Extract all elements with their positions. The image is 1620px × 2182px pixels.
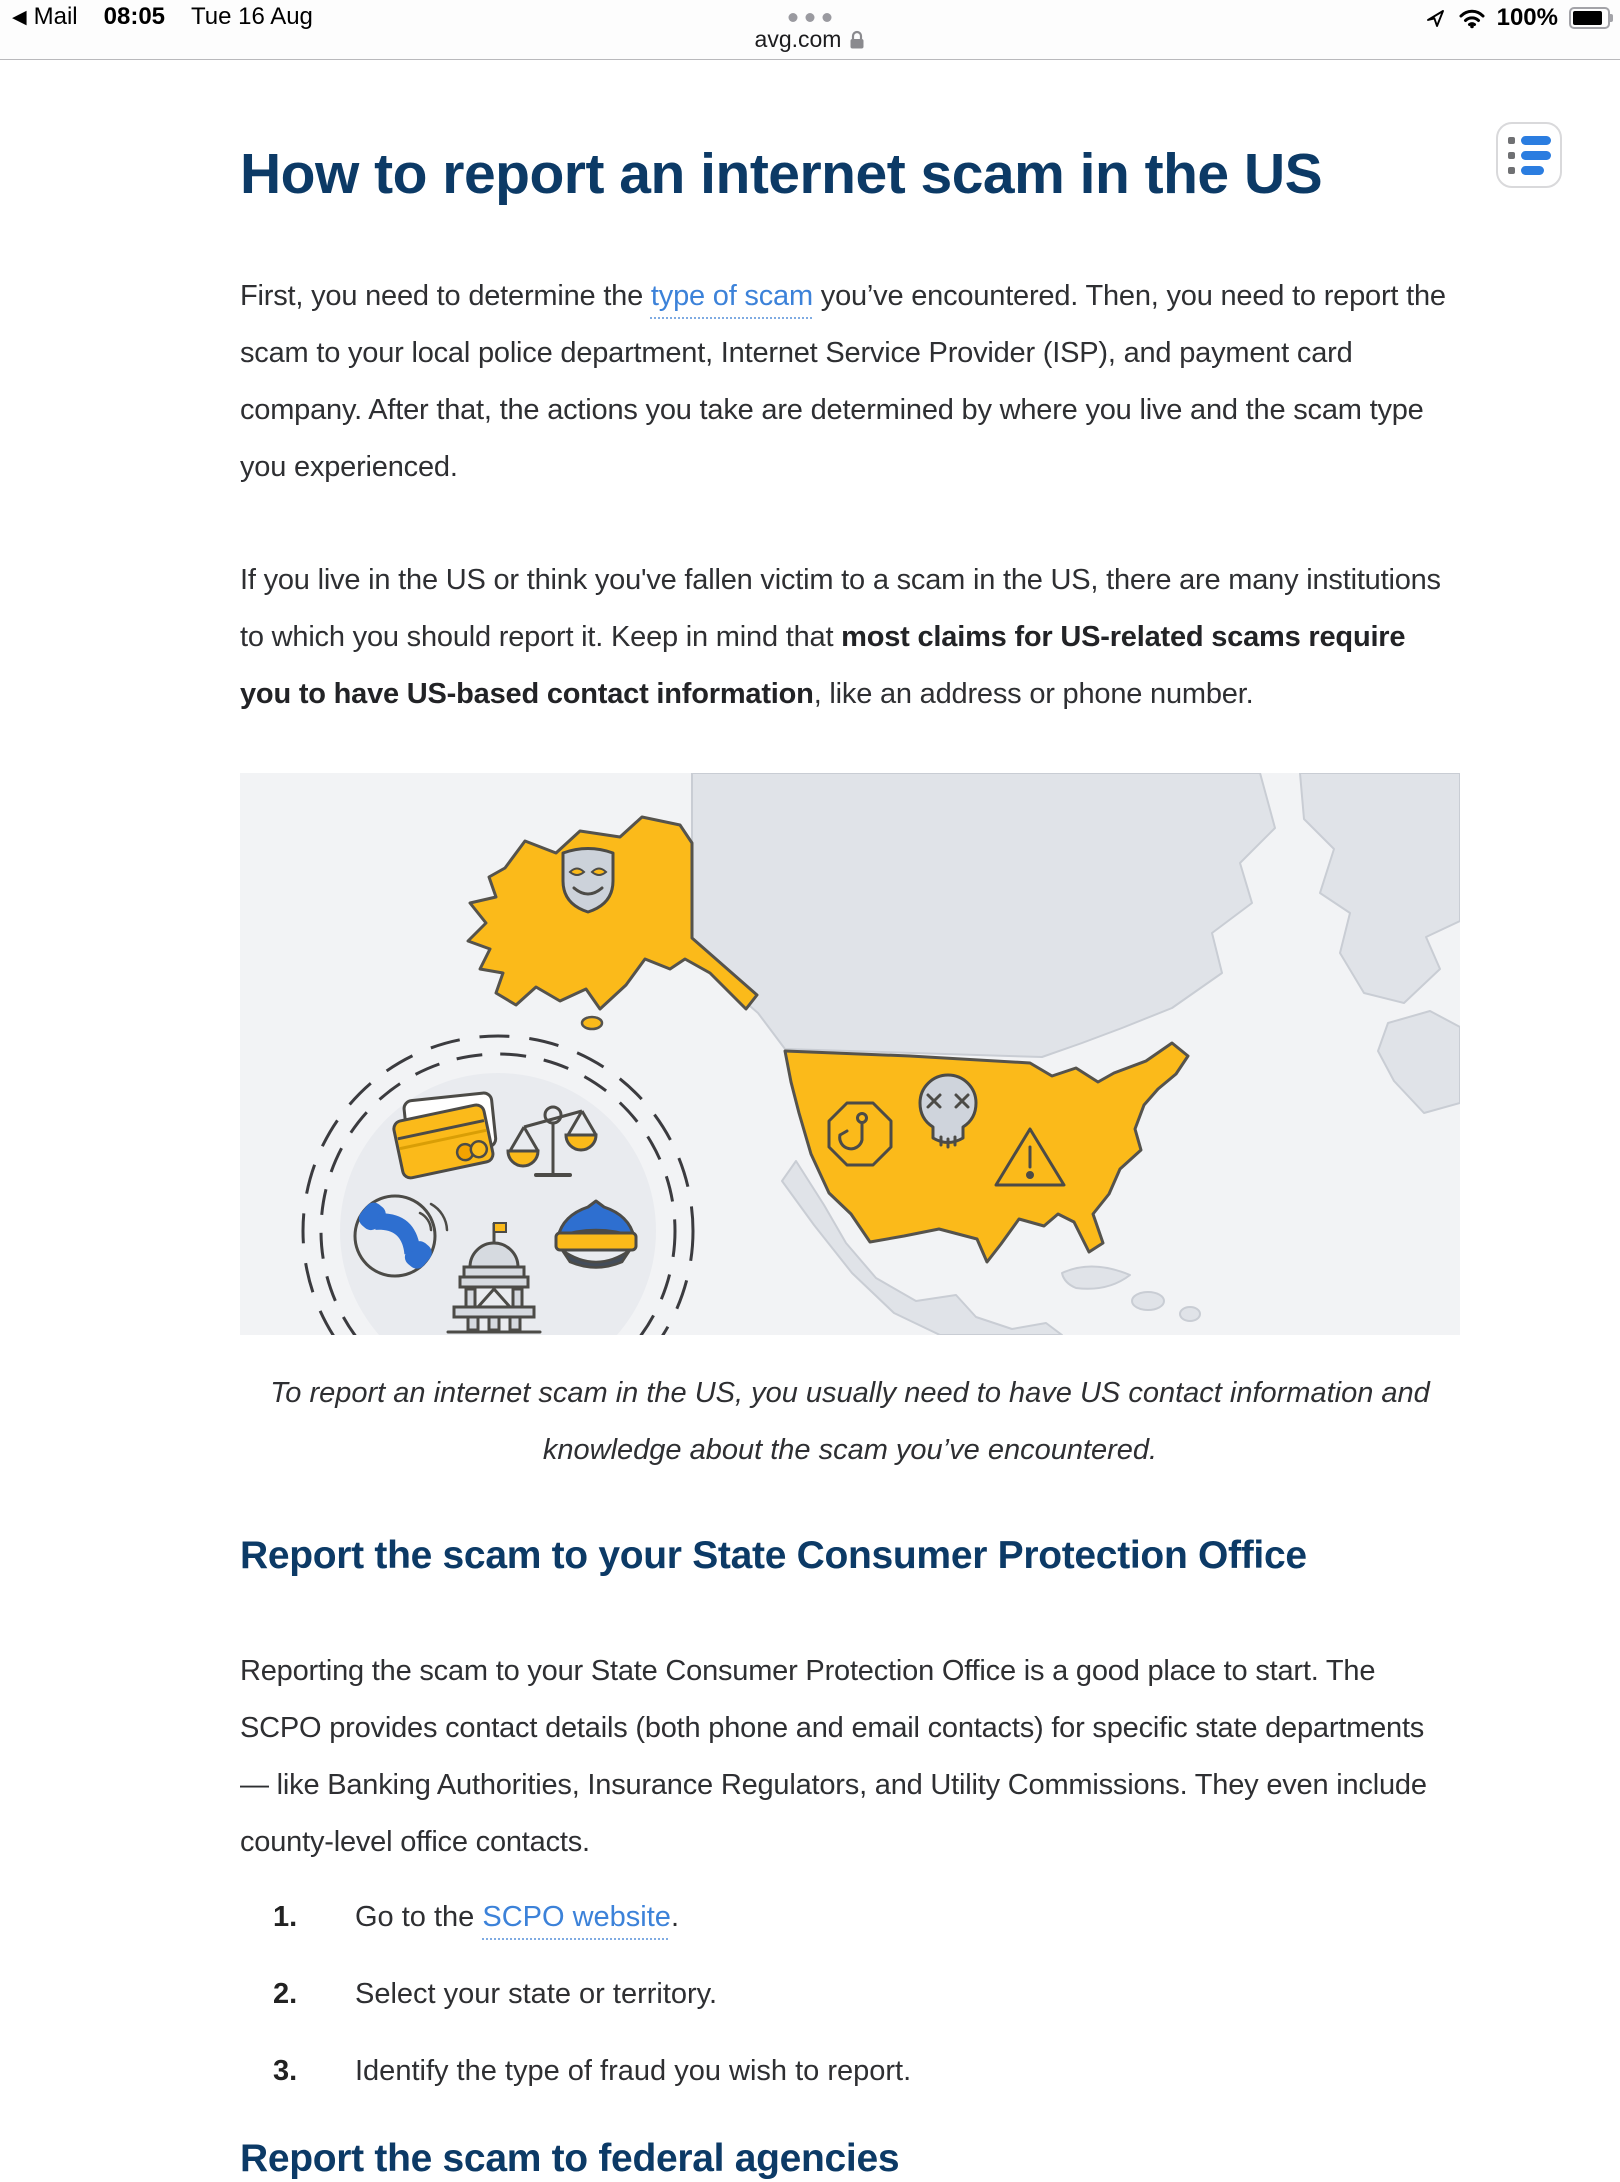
scam-map-illustration <box>240 773 1460 1335</box>
url-domain: avg.com <box>754 26 842 52</box>
list-item <box>240 1966 1460 2023</box>
mask-icon <box>563 849 613 913</box>
federal-heading: Report the scam to federal agencies <box>240 2137 900 2180</box>
article <box>240 60 1460 2182</box>
back-icon: ◀ <box>12 6 27 28</box>
scpo-steps-list <box>240 1889 1460 2100</box>
list-text: Identify the type of fraud you wish to report. <box>355 2055 912 2087</box>
intro-text-post: you’ve encountered. Then, you need to report the scam to your local police department, Internet Service Provider (ISP), and payment card company. After that, the actions you take are determined by where you live and the scam type you experienced. <box>240 280 1446 483</box>
step1-post: . <box>670 1901 679 1933</box>
us-note-bold: most claims for US-related scams require you to have US-based contact information <box>240 621 1406 710</box>
battery-percent: 100% <box>1496 4 1558 31</box>
type-of-scam-link[interactable]: type of scam <box>650 280 813 312</box>
page-title: How to report an internet scam in the US <box>240 142 1323 206</box>
list-item <box>240 1889 1460 1946</box>
table-of-contents-button[interactable] <box>1496 122 1562 188</box>
list-number: 1. <box>273 1901 298 1933</box>
list-number: 3. <box>273 2055 298 2087</box>
us-note-paragraph <box>240 552 1460 723</box>
illustration-caption: To report an internet scam in the US, you usually need to have US contact information and knowledge about the scam you’ve encountered. <box>270 1377 1430 1466</box>
intro-text-pre: First, you need to determine the <box>240 280 651 312</box>
status-time: 08:05 <box>103 3 166 30</box>
list-item <box>240 2043 1460 2100</box>
list-text: Select your state or territory. <box>355 1978 718 2010</box>
list-text <box>355 1889 679 1946</box>
address-bar[interactable] <box>0 26 1620 53</box>
list-number: 2. <box>273 1978 298 2010</box>
tab-overview-dots[interactable] <box>789 13 832 22</box>
scpo-paragraph: Reporting the scam to your State Consumer Protection Office is a good place to start. The SCPO provides contact details (both phone and email contacts) for specific state departments — like Banking Authorities, Insurance Regulators, and Utility Commissions. They even include county-level office contacts. <box>240 1655 1427 1858</box>
status-date: Tue 16 Aug <box>191 3 313 30</box>
scpo-website-link[interactable]: SCPO website <box>482 1901 671 1933</box>
intro-paragraph <box>240 268 1460 496</box>
us-note-pre: If you live in the US or think you've fallen victim to a scam in the US, there are many institutions to which you should report it. Keep in mind that <box>240 564 1441 653</box>
list-icon <box>1508 136 1551 175</box>
back-app-label: Mail <box>33 3 78 30</box>
browser-chrome <box>0 0 1620 60</box>
step1-pre: Go to the <box>355 1901 483 1933</box>
lock-icon <box>849 30 865 50</box>
scpo-heading: Report the scam to your State Consumer Protection Office <box>240 1534 1307 1577</box>
us-note-post: , like an address or phone number. <box>813 678 1254 710</box>
